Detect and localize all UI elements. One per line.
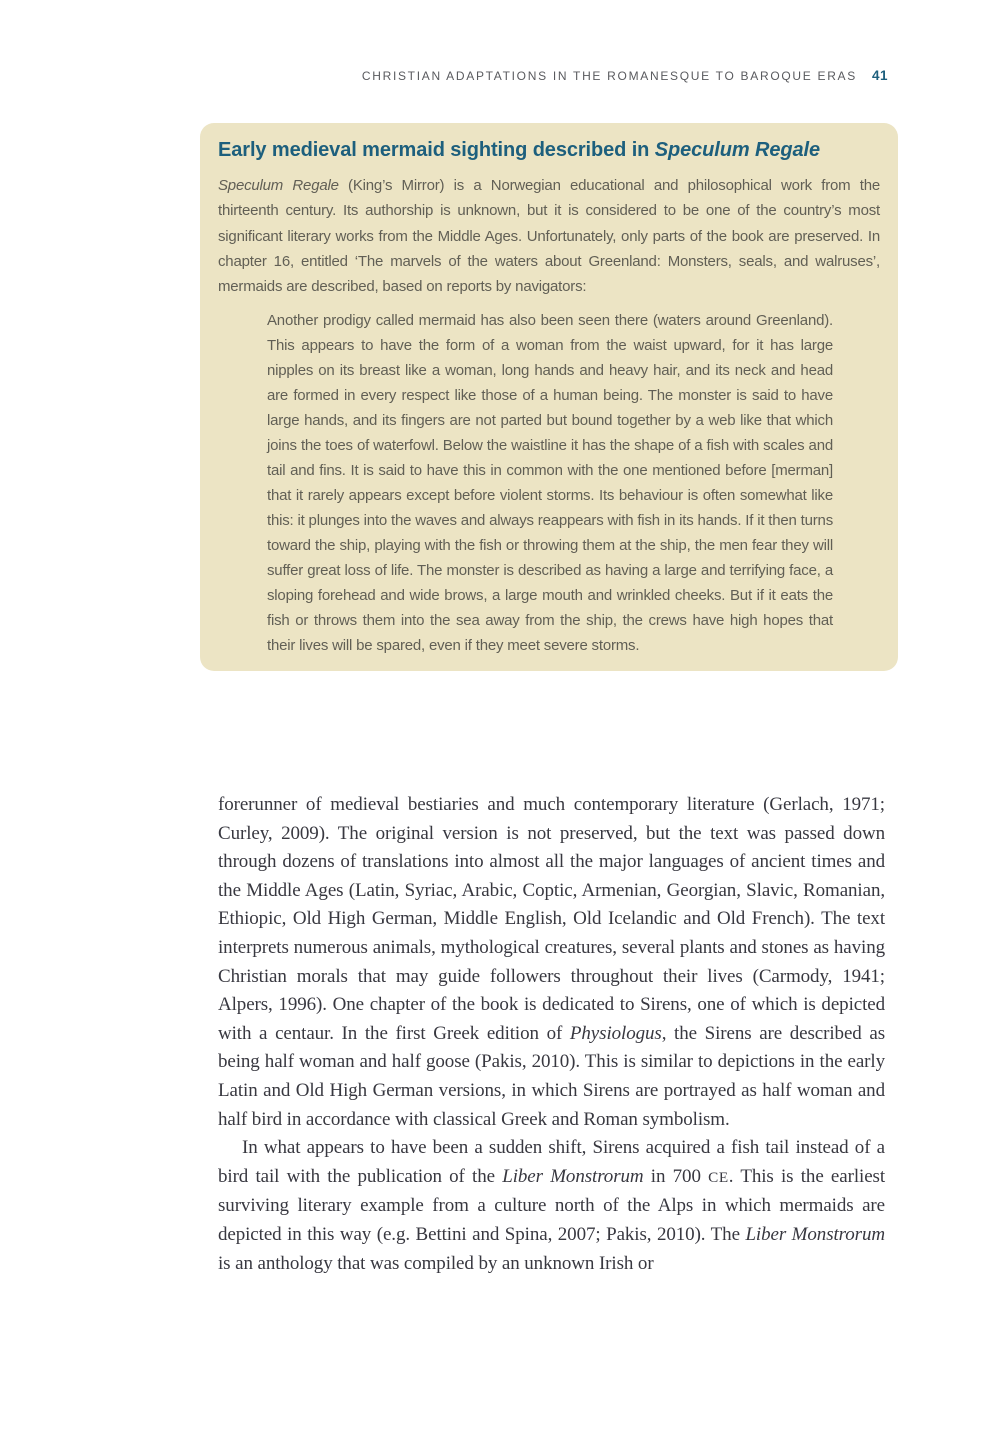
- header-title: CHRISTIAN ADAPTATIONS IN THE ROMANESQUE TO BAROQUE ERAS: [361, 69, 857, 83]
- page-number: 41: [871, 68, 888, 83]
- paragraph-2-text: In what appears to have been a sudden shift, Sirens acquired a fish tail instead of a bird tail with the publication of the: [218, 1137, 885, 1187]
- italic-physiologus: Physiologus: [569, 1022, 662, 1044]
- intro-text: (King’s Mirror) is a Norwegian educational and philosophical work from the thirteenth century. Its authorship is unknown, but it is considered to be one of the country’s most significant literary works from the Middle Ages. Unfortunately, only parts of the book are preserved. In chapter 16, entitled ‘The marvels of the waters about Greenland: Monsters, seals, and walruses’, mermaids are described, based on reports by navigators:: [218, 177, 880, 296]
- paragraph-continuation: [218, 791, 885, 1134]
- body-text: [218, 791, 885, 1278]
- italic-liber-monstrorum: Liber Monstrorum: [502, 1165, 644, 1187]
- intro-lead-italic: Speculum Regale: [218, 177, 339, 194]
- paragraph-2-text-mid: in 700: [643, 1165, 709, 1187]
- paragraph-second: [218, 1134, 885, 1278]
- paragraph-1-text-end: , the Sirens are described as being half woman and half goose (Pakis, 2010). This is similar to depictions in the early Latin and Old High German versions, in which Sirens are portrayed as half woman and half bird in accordance with classical Greek and Roman symbolism.: [218, 1022, 885, 1130]
- paragraph-1-text: forerunner of medieval bestiaries and much contemporary literature (Gerlach, 1971; Curley, 2009). The original version is not preserved, but the text was passed down through dozens of translations into almost all the major languages of ancient times and the Middle Ages (Latin, Syriac, Arabic, Coptic, Armenian, Georgian, Slavic, Romanian, Ethiopic, Old High German, Middle English, Old Icelandic and Old French). The text interprets numerous animals, mythological creatures, several plants and stones as having Christian morals that may guide followers throughout their lives (Carmody, 1941; Alpers, 1996). One chapter of the book is dedicated to Sirens, one of which is depicted with a centaur. In the first Greek edition of: [218, 794, 885, 1044]
- paragraph-2-text-mid-2: . This is the earliest surviving literary example from a culture north of the Alps in which mermaids are depicted in this way (e.g. Bettini and Spina, 2007; Pakis, 2010). The: [218, 1165, 885, 1245]
- info-box: [200, 123, 898, 671]
- running-header: [362, 68, 888, 83]
- italic-liber-monstrorum-2: Liber Monstrorum: [745, 1223, 885, 1245]
- info-box-title-text: Early medieval mermaid sighting described in: [218, 139, 655, 161]
- info-box-title: [218, 139, 880, 162]
- info-box-intro: [218, 173, 880, 299]
- paragraph-2-text-end: is an anthology that was compiled by an unknown Irish or: [218, 1252, 654, 1274]
- block-quote: Another prodigy called mermaid has also been seen there (waters around Greenland). This appears to have the form of a woman from the waist upward, for it has large nipples on its breast like a woman, long hands and heavy hair, and its neck and head are formed in every respect like those of a human being. The monster is said to have large hands, and its fingers are not parted but bound together by a web like that which joins the toes of waterfowl. Below the waistline it has the shape of a fish with scales and tail and fins. It is said to have this in common with the one mentioned before [merman] that it rarely appears except before violent storms. Its behaviour is often somewhat like this: it plunges into the waves and always reappears with fish in its hands. If it then turns toward the ship, playing with the fish or throwing them at the ship, the men fear they will suffer great loss of life. The monster is described as having a large and terrifying face, a sloping forehead and wide brows, a large mouth and wrinkled cheeks. But if it eats the fish or throws them into the sea away from the ship, the crews have high hopes that their lives will be spared, even if they meet severe storms.: [267, 312, 833, 655]
- small-caps-ce: CE: [708, 1168, 729, 1186]
- info-box-title-italic: Speculum Regale: [654, 139, 820, 161]
